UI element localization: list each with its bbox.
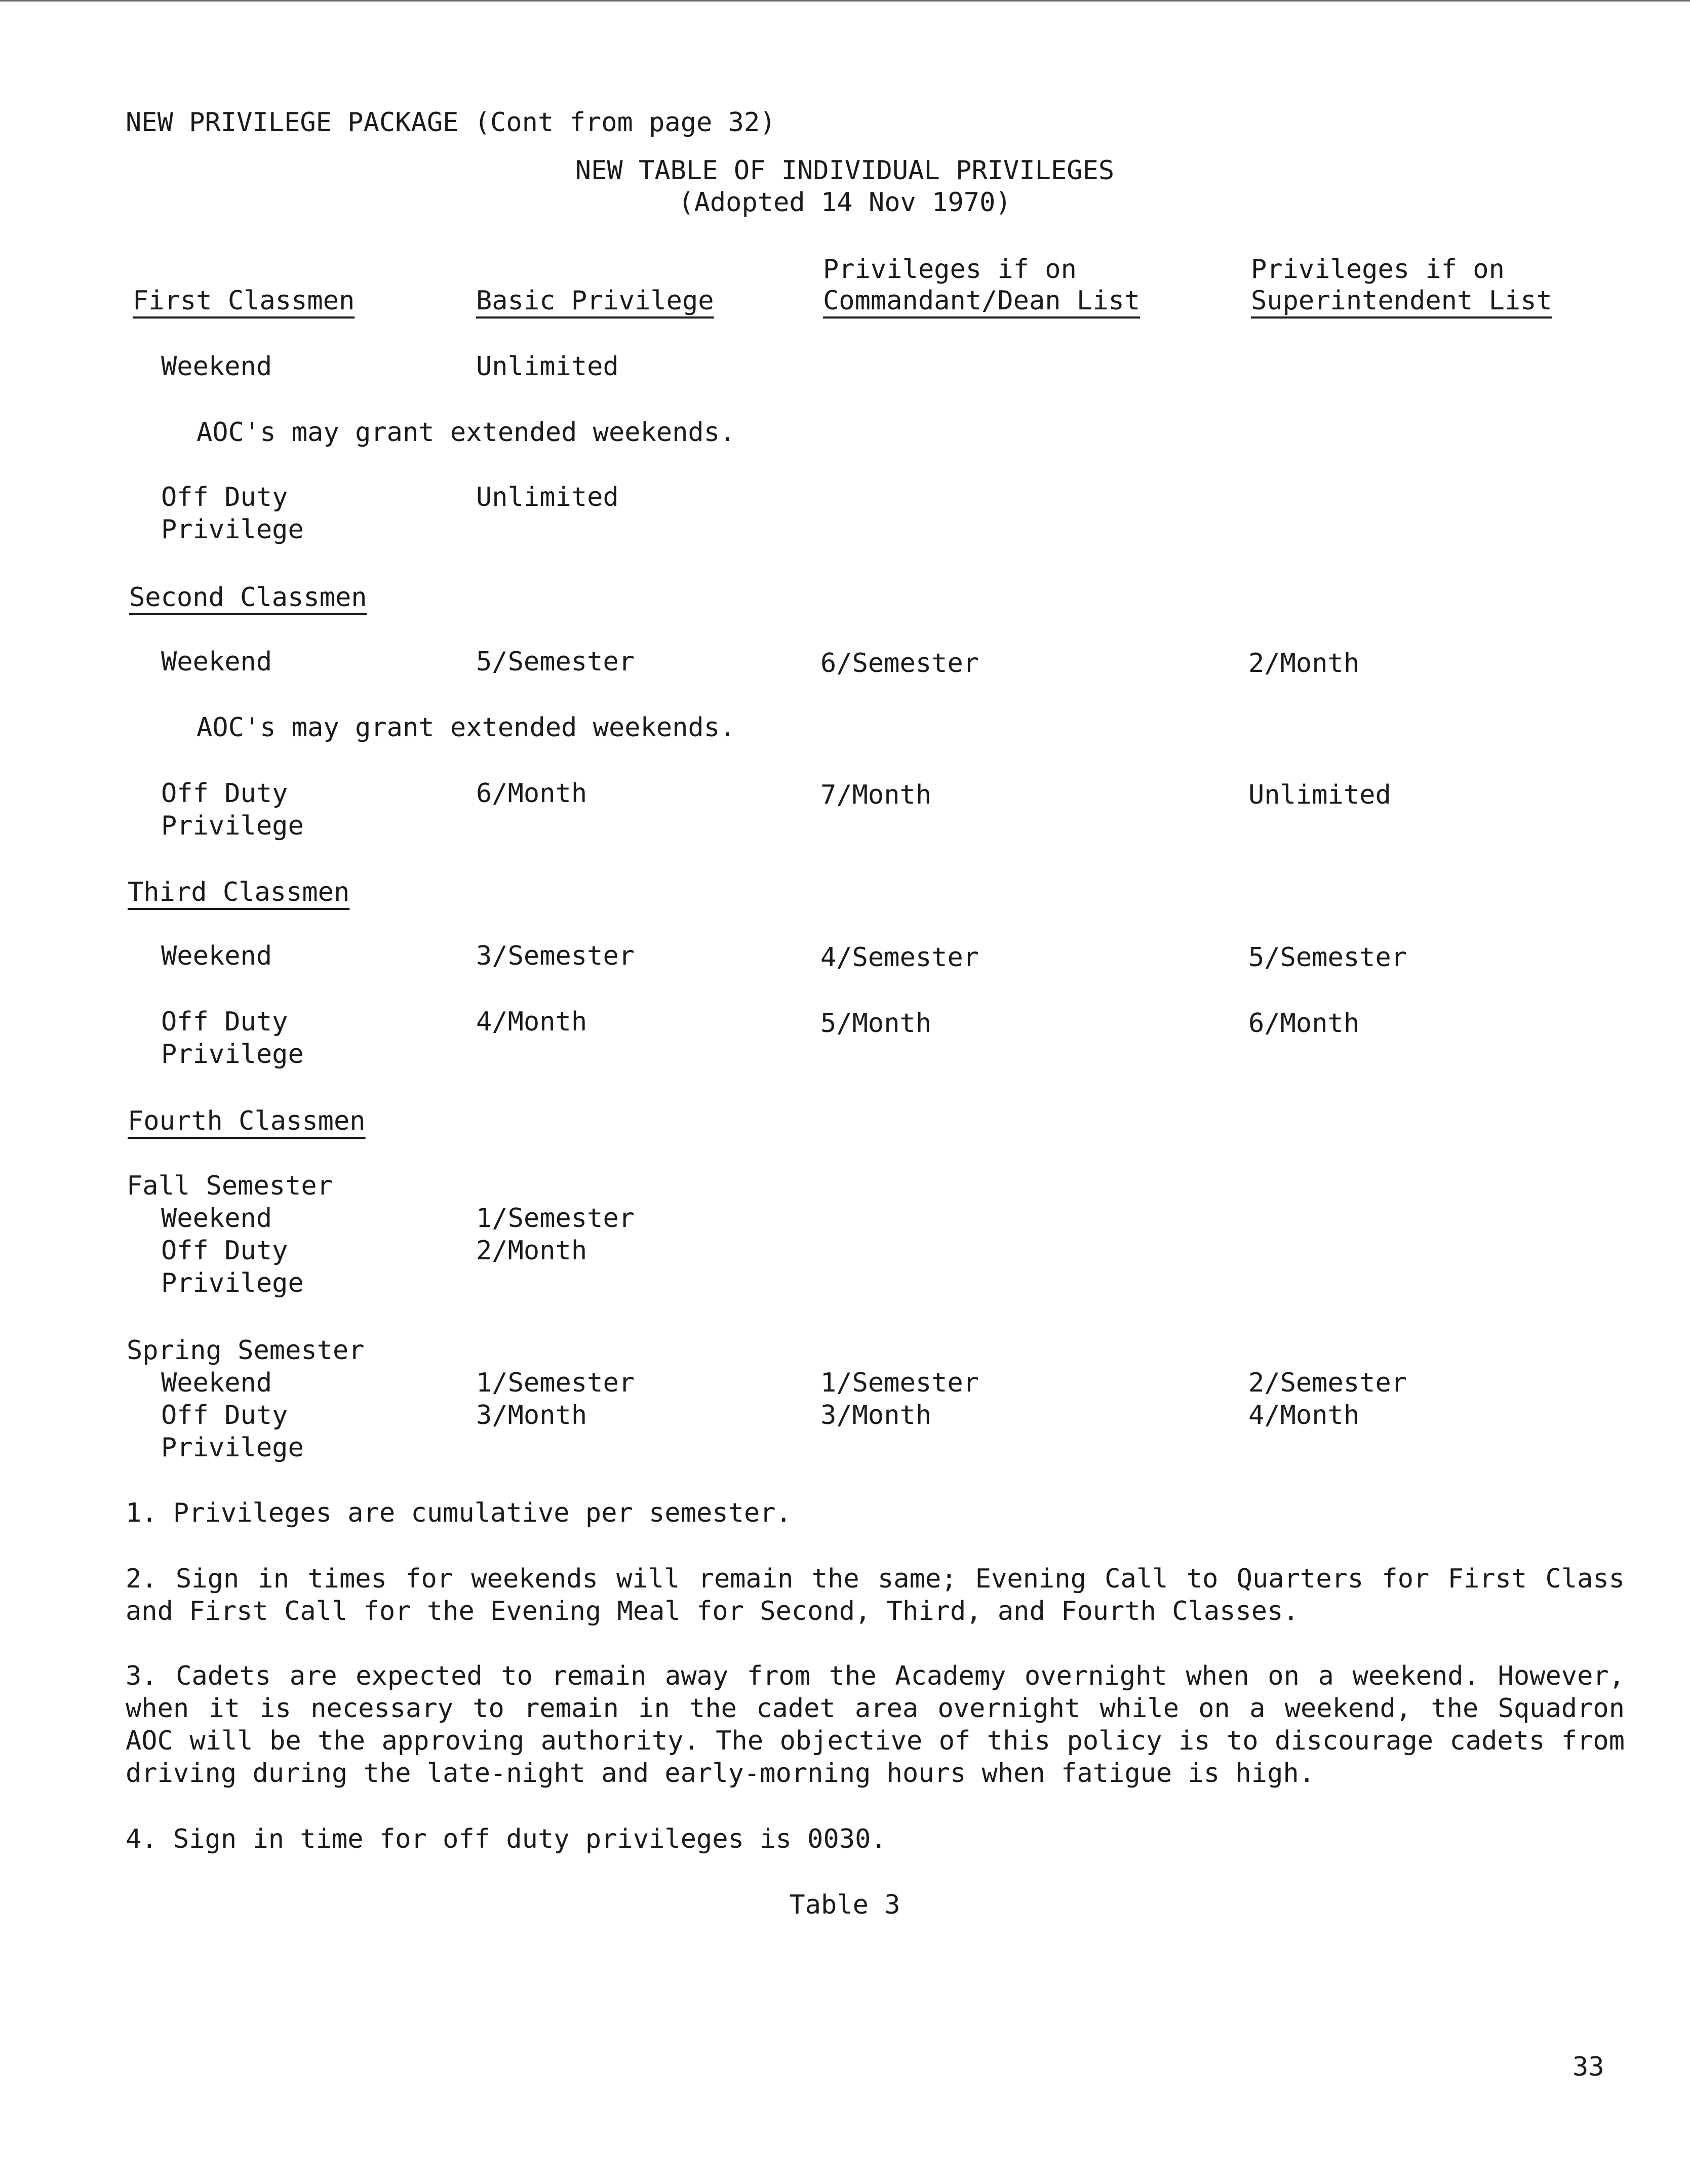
note-1: 1. Privileges are cumulative per semester.: [126, 1498, 792, 1528]
fall-offduty-label-line2: Privilege: [161, 1268, 304, 1298]
third-weekend-basic: 3/Semester: [476, 941, 635, 971]
spring-offduty-basic: 3/Month: [476, 1400, 587, 1431]
spring-weekend-supt: 2/Semester: [1248, 1368, 1407, 1398]
col-supt-header-line1: Privileges if on: [1251, 254, 1505, 285]
col-cd-header-line1: Privileges if on: [823, 254, 1077, 285]
note-4: 4. Sign in time for off duty privileges is 0030.: [126, 1824, 887, 1854]
col-cd-header-line2: Commandant/Dean List: [823, 286, 1141, 316]
note-3: 3. Cadets are expected to remain away from the Academy overnight when on a weekend. However, when it is necessary to remain in the cadet area overnight while on a weekend, the Squadron AOC will be the approving authority. The objective of this policy is to discourage cadets from driving during the late-night and early-morning hours when fatigue is high.: [126, 1661, 1625, 1789]
fall-offduty-basic: 2/Month: [476, 1236, 587, 1266]
first-aoc-note: AOC's may grant extended weekends.: [196, 417, 736, 448]
third-offduty-label-line1: Off Duty: [161, 1007, 288, 1037]
fall-weekend-label: Weekend: [161, 1203, 272, 1234]
fall-weekend-basic: 1/Semester: [476, 1203, 635, 1234]
fall-semester-label: Fall Semester: [127, 1171, 333, 1201]
first-offduty-basic: Unlimited: [476, 482, 619, 512]
spring-offduty-cd: 3/Month: [820, 1400, 932, 1431]
third-weekend-label: Weekend: [161, 941, 272, 971]
third-offduty-cd: 5/Month: [820, 1008, 932, 1039]
third-offduty-label-line2: Privilege: [161, 1039, 304, 1069]
first-offduty-label-line1: Off Duty: [161, 482, 288, 512]
fourth-classmen-heading: Fourth Classmen: [128, 1106, 366, 1136]
adopted-date: (Adopted 14 Nov 1970): [678, 187, 1011, 218]
spring-semester-label: Spring Semester: [127, 1335, 365, 1366]
first-classmen-heading: First Classmen: [133, 286, 355, 316]
page-number: 33: [1573, 2052, 1604, 2082]
third-weekend-cd: 4/Semester: [820, 942, 979, 973]
spring-offduty-supt: 4/Month: [1248, 1400, 1360, 1431]
second-aoc-note: AOC's may grant extended weekends.: [196, 712, 736, 743]
second-offduty-label-line1: Off Duty: [161, 778, 288, 809]
second-weekend-basic: 5/Semester: [476, 647, 635, 677]
second-offduty-label-line2: Privilege: [161, 811, 304, 841]
second-weekend-supt: 2/Month: [1248, 648, 1360, 679]
first-weekend-basic: Unlimited: [476, 351, 619, 382]
third-offduty-basic: 4/Month: [476, 1007, 587, 1037]
page-top-border: [0, 0, 1690, 2]
spring-offduty-label-line1: Off Duty: [161, 1400, 288, 1431]
second-weekend-label: Weekend: [161, 647, 272, 677]
second-classmen-heading: Second Classmen: [129, 582, 367, 613]
second-offduty-supt: Unlimited: [1248, 780, 1391, 810]
col-supt-header-line2: Superintendent List: [1251, 286, 1552, 316]
second-offduty-cd: 7/Month: [820, 780, 932, 810]
first-weekend-label: Weekend: [161, 351, 272, 382]
spring-weekend-label: Weekend: [161, 1368, 272, 1398]
col-basic-header: Basic Privilege: [476, 286, 714, 316]
third-weekend-supt: 5/Semester: [1248, 942, 1407, 973]
table-title: NEW TABLE OF INDIVIDUAL PRIVILEGES: [575, 155, 1115, 186]
note-2: 2. Sign in times for weekends will remain the same; Evening Call to Quarters for First Class and First Call for the Evening Meal for Second, Third, and Fourth Classes.: [126, 1564, 1625, 1626]
spring-weekend-basic: 1/Semester: [476, 1368, 635, 1398]
spring-weekend-cd: 1/Semester: [820, 1368, 979, 1398]
second-weekend-cd: 6/Semester: [820, 648, 979, 679]
fall-offduty-label-line1: Off Duty: [161, 1236, 288, 1266]
second-offduty-basic: 6/Month: [476, 778, 587, 809]
first-offduty-label-line2: Privilege: [161, 514, 304, 545]
spring-offduty-label-line2: Privilege: [161, 1433, 304, 1463]
table-caption: Table 3: [789, 1890, 900, 1920]
third-classmen-heading: Third Classmen: [128, 877, 350, 907]
third-offduty-supt: 6/Month: [1248, 1008, 1360, 1039]
continuation-header: NEW PRIVILEGE PACKAGE (Cont from page 32): [126, 107, 776, 138]
